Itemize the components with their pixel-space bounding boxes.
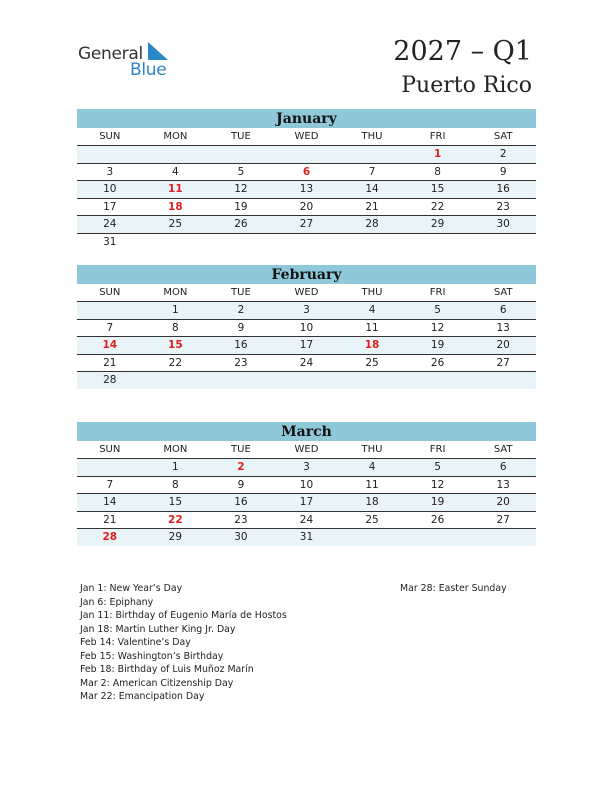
day-cell: 12 [208,181,274,199]
day-cell: 16 [208,494,274,512]
weekday-header: SAT [470,128,536,146]
weekday-header: WED [274,441,340,459]
day-cell: 21 [339,198,405,216]
day-cell [339,146,405,164]
day-cell: 14 [339,181,405,199]
day-cell: 28 [77,372,143,389]
day-cell: 18 [143,198,209,216]
weekday-header: THU [339,441,405,459]
day-cell: 5 [405,302,471,320]
day-cell: 12 [405,319,471,337]
day-cell: 9 [470,163,536,181]
day-cell: 21 [77,354,143,372]
day-cell: 8 [143,476,209,494]
day-cell: 4 [339,459,405,477]
week-row [77,216,536,234]
holiday-note: Jan 11: Birthday of Eugenio María de Hostos [80,610,287,621]
holiday-note: Mar 28: Easter Sunday [400,583,507,594]
day-cell: 6 [470,459,536,477]
day-cell: 14 [77,494,143,512]
day-cell [77,459,143,477]
day-cell: 11 [339,476,405,494]
day-cell: 19 [208,198,274,216]
holiday-note: Mar 22: Emancipation Day [80,691,205,702]
week-row [77,494,536,512]
weekday-header: SAT [470,284,536,302]
weekday-header: FRI [405,441,471,459]
day-cell: 1 [405,146,471,164]
day-cell: 5 [208,163,274,181]
month-january [77,109,536,250]
day-cell: 4 [143,163,209,181]
day-cell: 4 [339,302,405,320]
month-february [77,265,536,389]
day-cell: 26 [405,354,471,372]
day-cell: 28 [339,216,405,234]
weekday-header: MON [143,128,209,146]
day-cell: 30 [208,529,274,546]
day-cell: 24 [77,216,143,234]
day-cell: 17 [274,494,340,512]
logo-general-text: General [78,44,143,64]
day-cell [77,146,143,164]
day-cell: 3 [77,163,143,181]
page-title: 2027 – Q1 [393,36,532,67]
weekday-header: THU [339,284,405,302]
day-cell: 13 [470,476,536,494]
week-row [77,529,536,546]
weekday-header: FRI [405,284,471,302]
country-subtitle: Puerto Rico [401,73,532,98]
day-cell: 11 [339,319,405,337]
day-cell [470,372,536,389]
day-cell: 2 [470,146,536,164]
weekday-header: TUE [208,441,274,459]
day-cell: 24 [274,511,340,529]
logo-blue-text: Blue [130,60,167,80]
logo [78,40,188,80]
week-row [77,198,536,216]
weekday-header: SAT [470,441,536,459]
day-cell [405,233,471,250]
day-cell: 23 [208,354,274,372]
day-cell: 31 [274,529,340,546]
day-cell: 20 [470,337,536,355]
month-title: February [77,265,536,284]
day-cell: 23 [208,511,274,529]
day-cell: 13 [470,319,536,337]
month-title: March [77,422,536,441]
weekday-header: SUN [77,284,143,302]
day-cell: 19 [405,337,471,355]
day-cell: 3 [274,302,340,320]
holiday-note: Feb 15: Washington’s Birthday [80,650,224,662]
day-cell: 26 [208,216,274,234]
day-cell: 13 [274,181,340,199]
day-cell [208,233,274,250]
day-cell [470,529,536,546]
day-cell: 14 [77,337,143,355]
weekday-header: WED [274,128,340,146]
day-cell: 1 [143,459,209,477]
week-row [77,233,536,250]
week-row [77,181,536,199]
day-cell: 22 [143,354,209,372]
day-cell: 8 [405,163,471,181]
day-cell: 19 [405,494,471,512]
day-cell: 26 [405,511,471,529]
day-cell: 25 [339,511,405,529]
weekday-header: MON [143,284,209,302]
day-cell: 7 [339,163,405,181]
week-row [77,163,536,181]
day-cell: 10 [77,181,143,199]
week-row [77,511,536,529]
day-cell: 8 [143,319,209,337]
day-cell: 5 [405,459,471,477]
day-cell: 20 [470,494,536,512]
day-cell: 21 [77,511,143,529]
day-cell [339,529,405,546]
day-cell: 27 [274,216,340,234]
day-cell [208,146,274,164]
day-cell: 22 [405,198,471,216]
day-cell: 15 [143,494,209,512]
day-cell: 7 [77,319,143,337]
weekday-header: SUN [77,128,143,146]
day-cell: 17 [77,198,143,216]
day-cell: 25 [143,216,209,234]
day-cell [339,233,405,250]
holiday-note: Jan 1: New Year’s Day [80,583,183,594]
week-row [77,302,536,320]
holiday-note: Feb 14: Valentine’s Day [80,637,191,648]
day-cell: 20 [274,198,340,216]
day-cell: 6 [470,302,536,320]
holiday-note: Jan 6: Epiphany [80,596,154,608]
day-cell [405,372,471,389]
day-cell: 11 [143,181,209,199]
day-cell: 18 [339,494,405,512]
day-cell: 10 [274,476,340,494]
week-row [77,319,536,337]
day-cell: 9 [208,476,274,494]
day-cell [143,233,209,250]
day-cell: 30 [470,216,536,234]
day-cell: 16 [470,181,536,199]
day-cell [405,529,471,546]
day-cell: 3 [274,459,340,477]
day-cell: 25 [339,354,405,372]
day-cell: 24 [274,354,340,372]
day-cell: 1 [143,302,209,320]
day-cell: 12 [405,476,471,494]
holiday-note: Jan 18: Martin Luther King Jr. Day [80,623,236,635]
weekday-header: FRI [405,128,471,146]
day-cell: 29 [405,216,471,234]
holiday-note: Mar 2: American Citizenship Day [80,677,234,689]
holiday-notes-right [400,582,507,596]
day-cell: 29 [143,529,209,546]
week-row [77,337,536,355]
calendar-grid [77,128,536,250]
day-cell: 7 [77,476,143,494]
day-cell [274,233,340,250]
day-cell [274,372,340,389]
day-cell: 2 [208,459,274,477]
week-row [77,146,536,164]
weekday-header: MON [143,441,209,459]
day-cell: 23 [470,198,536,216]
weekday-header: TUE [208,128,274,146]
day-cell [339,372,405,389]
day-cell: 15 [405,181,471,199]
day-cell: 10 [274,319,340,337]
week-row [77,354,536,372]
day-cell: 16 [208,337,274,355]
day-cell: 2 [208,302,274,320]
day-cell [208,372,274,389]
calendar-grid [77,284,536,389]
day-cell: 6 [274,163,340,181]
day-cell: 17 [274,337,340,355]
day-cell: 15 [143,337,209,355]
day-cell [143,146,209,164]
week-row [77,459,536,477]
month-title: January [77,109,536,128]
day-cell: 18 [339,337,405,355]
day-cell: 28 [77,529,143,546]
holiday-note: Feb 18: Birthday of Luis Muñoz Marín [80,664,254,675]
day-cell: 27 [470,511,536,529]
day-cell [77,302,143,320]
day-cell [274,146,340,164]
holiday-notes-left [80,582,287,704]
day-cell [143,372,209,389]
day-cell: 9 [208,319,274,337]
month-march [77,422,536,546]
weekday-header: TUE [208,284,274,302]
weekday-header: THU [339,128,405,146]
calendar-grid [77,441,536,546]
day-cell: 27 [470,354,536,372]
day-cell [470,233,536,250]
weekday-header: SUN [77,441,143,459]
day-cell: 22 [143,511,209,529]
day-cell: 31 [103,235,117,248]
week-row [77,372,536,389]
week-row [77,476,536,494]
weekday-header: WED [274,284,340,302]
logo-triangle-icon [148,42,170,60]
